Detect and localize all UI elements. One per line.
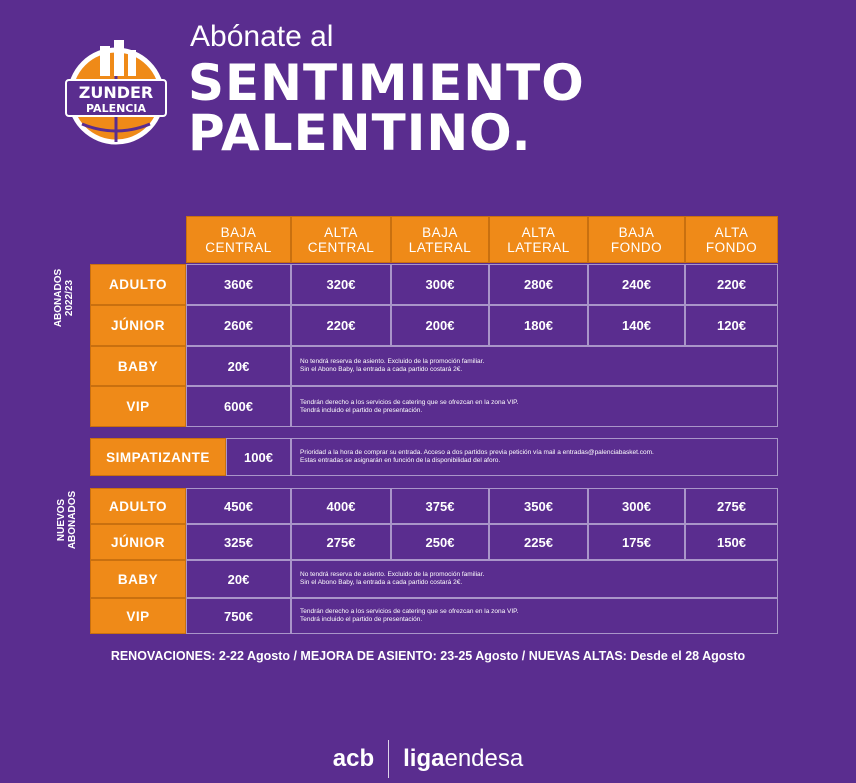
- column-header: BAJA FONDO: [588, 216, 685, 263]
- price-cell: 300€: [588, 488, 685, 524]
- sponsors-bar: [0, 740, 856, 778]
- row-label-baby: BABY: [90, 346, 186, 386]
- price-cell: 750€: [186, 598, 291, 634]
- row-label-baby: BABY: [90, 560, 186, 598]
- row-label-adulto: ADULTO: [90, 264, 186, 305]
- note-cell: Prioridad a la hora de comprar su entrada. Acceso a dos partidos previa petición vía mail a entradas@palenciabasket.com. Estas entradas se asignarán en función de la disponibilidad del aforo.: [291, 438, 778, 476]
- dates-info: RENOVACIONES: 2-22 Agosto / MEJORA DE ASIENTO: 23-25 Agosto / NUEVAS ALTAS: Desde el 28 Agosto: [110, 649, 746, 663]
- price-cell: 275€: [685, 488, 778, 524]
- price-cell: 220€: [291, 305, 391, 346]
- row-label-adulto: ADULTO: [90, 488, 186, 524]
- price-cell: 280€: [489, 264, 588, 305]
- column-header: BAJA LATERAL: [391, 216, 489, 263]
- acb-logo: acb: [332, 745, 375, 772]
- column-header: BAJA CENTRAL: [186, 216, 291, 263]
- column-header: ALTA CENTRAL: [291, 216, 391, 263]
- price-cell: 300€: [391, 264, 489, 305]
- column-header: ALTA FONDO: [685, 216, 778, 263]
- price-cell: 150€: [685, 524, 778, 560]
- zunder-palencia-logo: [62, 38, 170, 148]
- price-cell: 175€: [588, 524, 685, 560]
- header-subtitle: Abónate al: [190, 20, 334, 53]
- price-cell: 320€: [291, 264, 391, 305]
- column-header: ALTA LATERAL: [489, 216, 588, 263]
- price-cell: 140€: [588, 305, 685, 346]
- note-cell: No tendrá reserva de asiento. Excluido de la promoción familiar. Sin el Abono Baby, la entrada a cada partido costará 2€.: [291, 346, 778, 386]
- price-cell: 260€: [186, 305, 291, 346]
- price-cell: 450€: [186, 488, 291, 524]
- price-cell: 180€: [489, 305, 588, 346]
- price-cell: 325€: [186, 524, 291, 560]
- price-cell: 20€: [186, 346, 291, 386]
- price-cell: 600€: [186, 386, 291, 427]
- price-cell: 240€: [588, 264, 685, 305]
- price-cell: 275€: [291, 524, 391, 560]
- headline-line1: SENTIMIENTO: [188, 54, 585, 112]
- price-cell: 225€: [489, 524, 588, 560]
- price-cell: 200€: [391, 305, 489, 346]
- note-cell: Tendrán derecho a los servicios de catering que se ofrezcan en la zona VIP. Tendrá incluido el partido de presentación.: [291, 598, 778, 634]
- divider: [388, 740, 389, 778]
- headline-line2: PALENTINO.: [188, 104, 532, 162]
- group-label-abonados: ABONADOS 2022/23: [53, 268, 75, 328]
- note-cell: Tendrán derecho a los servicios de catering que se ofrezcan en la zona VIP. Tendrá incluido el partido de presentación.: [291, 386, 778, 427]
- price-cell: 100€: [226, 438, 291, 476]
- price-cell: 375€: [391, 488, 489, 524]
- headline: [188, 54, 585, 162]
- price-cell: 350€: [489, 488, 588, 524]
- group-label-nuevos: NUEVOS ABONADOS: [56, 490, 78, 550]
- row-label-junior: JÚNIOR: [90, 305, 186, 346]
- price-cell: 220€: [685, 264, 778, 305]
- svg-text:PALENCIA: PALENCIA: [86, 102, 146, 115]
- note-cell: No tendrá reserva de asiento. Excluido de la promoción familiar. Sin el Abono Baby, la entrada a cada partido costará 2€.: [291, 560, 778, 598]
- price-cell: 400€: [291, 488, 391, 524]
- row-label-vip: VIP: [90, 386, 186, 427]
- liga-endesa-logo: ligaendesa: [403, 745, 524, 772]
- svg-text:ZUNDER: ZUNDER: [78, 83, 154, 102]
- price-cell: 360€: [186, 264, 291, 305]
- row-label-junior: JÚNIOR: [90, 524, 186, 560]
- price-cell: 120€: [685, 305, 778, 346]
- price-cell: 20€: [186, 560, 291, 598]
- row-label-simpatizante: SIMPATIZANTE: [90, 438, 226, 476]
- row-label-vip: VIP: [90, 598, 186, 634]
- price-cell: 250€: [391, 524, 489, 560]
